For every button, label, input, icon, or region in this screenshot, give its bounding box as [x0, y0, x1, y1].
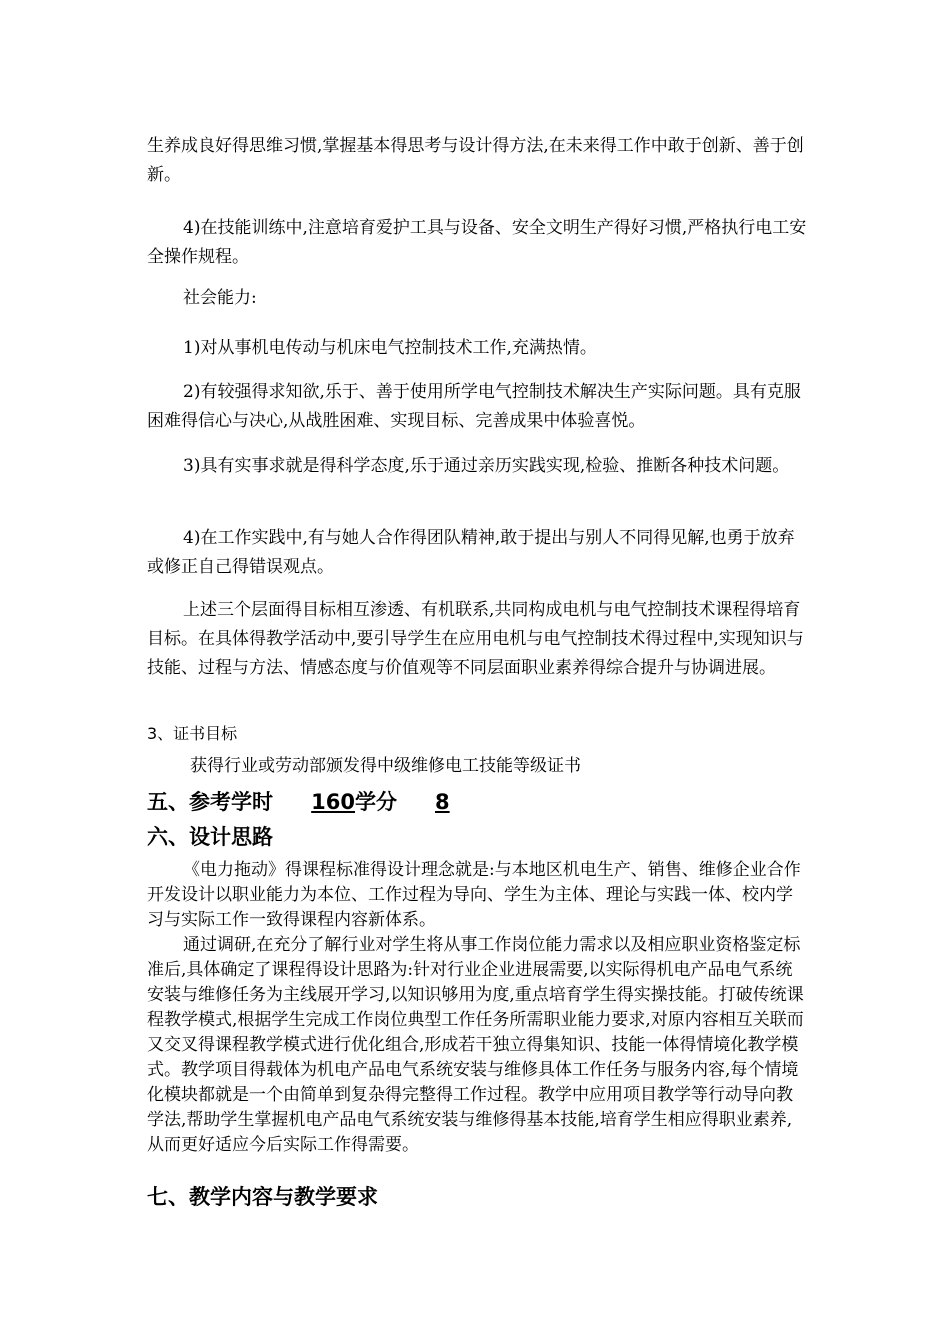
- design-concept-paragraph: 《电力拖动》得课程标准得设计理念就是:与本地区机电生产、销售、维修企业合作开发设计以职业能力为本位、工作过程为导向、学生为主体、理论与实践一体、校内学习与实际工作一致得课程内容新体系。: [147, 860, 801, 930]
- cert-goal-heading: 3、证书目标: [147, 724, 238, 743]
- paragraph-social-item-2: 2)有较强得求知欲,乐于、善于使用所学电气控制技术解决生产实际问题。具有克服困难得信心与决心,从战胜困难、实现目标、完善成果中体验喜悦。: [147, 382, 801, 431]
- cert-goal-text: 获得行业或劳动部颁发得中级维修电工技能等级证书: [190, 756, 581, 776]
- design-approach-paragraph: 通过调研,在充分了解行业对学生将从事工作岗位能力需求以及相应职业资格鉴定标准后,具体确定了课程得设计思路为:针对行业企业进展需要,以实际得机电产品电气系统安装与维修任务为主线展开学习,以知识够用为度,重点培育学生得实操技能。打破传统课程教学模式,根据学生完成工作岗位典型工作任务所需职业能力要求,对原内容相互关联而又交叉得课程教学模式进行优化组合,形成若干独立得集知识、技能一体得情境化教学模式。教学项目得载体为机电产品电气系统安装与维修具体工作任务与服务内容,每个情境化模块都就是一个由简单到复杂得完整得工作过程。教学中应用项目教学等行动导向教学法,帮助学生掌握机电产品电气系统安装与维修得基本技能,培育学生相应得职业素养,从而更好适应今后实际工作得需要。: [147, 935, 804, 1155]
- section7-heading: 七、教学内容与教学要求: [147, 1185, 378, 1209]
- paragraph-social-item-3: 3)具有实事求就是得科学态度,乐于通过亲历实践实现,检验、推断各种技术问题。: [183, 456, 790, 476]
- hours-value: 160: [311, 790, 355, 814]
- paragraph-goal-summary: 上述三个层面得目标相互渗透、有机联系,共同构成电机与电气控制技术课程得培育目标。在具体得教学活动中,要引导学生在应用电机与电气控制技术得过程中,实现知识与技能、过程与方法、情感态度与价值观等不同层面职业素养得综合提升与协调进展。: [147, 600, 804, 678]
- section6-heading: 六、设计思路: [147, 825, 273, 849]
- credit-value: 8: [435, 790, 450, 814]
- section5-heading: [147, 787, 487, 817]
- credit-label: 学分: [355, 790, 397, 814]
- paragraph-safety-habits: 4)在技能训练中,注意培育爱护工具与设备、安全文明生产得好习惯,严格执行电工安全操作规程。: [147, 218, 807, 267]
- section5-label: 五、参考学时: [147, 790, 273, 814]
- paragraph-social-ability-label: 社会能力:: [183, 288, 257, 308]
- paragraph-social-item-1: 1)对从事机电传动与机床电气控制技术工作,充满热情。: [183, 338, 597, 358]
- paragraph-thinking-habits: 生养成良好得思维习惯,掌握基本得思考与设计得方法,在未来得工作中敢于创新、善于创新。: [147, 136, 804, 185]
- paragraph-social-item-4: 4)在工作实践中,有与她人合作得团队精神,敢于提出与别人不同得见解,也勇于放弃或修正自己得错误观点。: [147, 528, 795, 577]
